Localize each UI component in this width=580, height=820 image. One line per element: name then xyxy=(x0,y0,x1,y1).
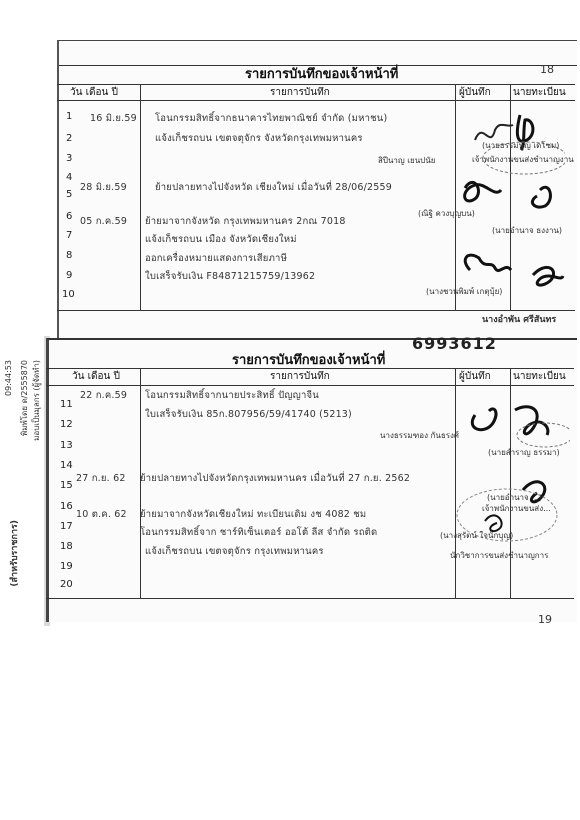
lower-header-bottom-line xyxy=(46,385,574,386)
lower-recorder-stamp-2: (นางสุรัตน์ ใจนักบุญ) xyxy=(440,531,514,540)
lower-page-number: 19 xyxy=(538,613,552,626)
lower-header-top-line xyxy=(46,368,574,369)
upper-header-top-line xyxy=(57,84,575,85)
upper-recorder-stamp-2: (ณิฐิ ควงบุญบน) xyxy=(418,209,475,218)
row-number: 14 xyxy=(60,460,73,471)
entry-line: ใบเสร็จรับเงิน F84871215759/13962 xyxy=(145,271,316,282)
row-number: 1 xyxy=(66,111,73,122)
row-number: 16 xyxy=(60,501,73,512)
lower-recorder-stamp-1: นางธรรมฑอง กันธรงศ์ xyxy=(380,431,459,440)
row-number: 2 xyxy=(66,133,73,144)
entry-line: ย้ายปลายทางไปจังหวัดกรุงเทพมหานคร เมื่อวันที่ 27 ก.ย. 2562 xyxy=(140,473,411,484)
upper-registrar-stamp-1a: (นายธรรมนูญ เดโซม) xyxy=(482,141,560,150)
entry-line: ใบเสร็จรับเงิน 85ก.807956/59/41740 (5213) xyxy=(145,409,352,420)
row-number: 18 xyxy=(60,541,73,552)
row-number: 12 xyxy=(60,419,73,430)
row-number: 20 xyxy=(60,579,73,590)
row-number: 5 xyxy=(66,189,73,200)
lower-registrar-stamp-1: (นายสำราญ ธรรมา) xyxy=(488,448,560,457)
upper-header-record: รายการบันทึก xyxy=(270,87,330,98)
upper-header-bottom-line xyxy=(57,100,575,101)
upper-header-date: วัน เดือน ปี xyxy=(70,87,118,98)
upper-registrar-stamp-3: นางอำพัน ศรีสันทร xyxy=(482,315,557,325)
entry-line: โอนกรรมสิทธิ์จากธนาคารไทยพาณิชย์ จำกัด (มหาชน) xyxy=(155,113,388,124)
row-number: 19 xyxy=(60,561,73,572)
entry-line: แจ้งเก็ชรถบน เมือง จังหวัดเชียงใหม่ xyxy=(145,234,297,245)
row-number: 13 xyxy=(60,440,73,451)
spine-print-info: พิมพ์โดย ด/2555870 xyxy=(20,360,29,437)
serial-fragment: 6993612 xyxy=(412,334,497,353)
entry-date: 10 ต.ค. 62 xyxy=(76,509,127,520)
upper-registrar-stamp-1b: เจ้าพนักงานขนส่งชำนาญงาน xyxy=(472,155,574,164)
entry-date: 27 ก.ย. 62 xyxy=(76,473,126,484)
upper-page-number: 18 xyxy=(540,63,554,76)
lower-header-record: รายการบันทึก xyxy=(270,371,330,382)
entry-line: โอนกรรมสิทธิ์จากนายประสิทธิ์ ปัญญาจีน xyxy=(145,390,319,401)
upper-col-divider xyxy=(140,84,141,310)
upper-top-band xyxy=(59,41,577,66)
upper-header-registrar: นายทะเบียน xyxy=(513,87,566,98)
upper-registrar-stamp-2: (นายอำนาจ ธงงาน) xyxy=(492,226,563,235)
spine-author: มอบเป็นมุลกร (ผู้จัดทำ) xyxy=(32,360,41,441)
lower-table-bottom-line xyxy=(46,598,574,599)
upper-recorder-stamp-3: (นางชวนพิมพ์ เกตุบุ้ย) xyxy=(426,287,503,296)
entry-line: ย้ายมาจากจังหวัด กรุงเทพมหานคร 2กณ 7018 xyxy=(145,216,346,227)
upper-recorder-stamp-1: สิปีนาญ เยนปนัย xyxy=(378,156,436,165)
entry-date: 22 ก.ค.59 xyxy=(80,390,128,401)
entry-date: 05 ก.ค.59 xyxy=(80,216,128,227)
row-number: 7 xyxy=(66,230,73,241)
row-number: 17 xyxy=(60,521,73,532)
upper-header-recorder: ผู้บันทึก xyxy=(459,87,491,98)
lower-registrar-stamp-2b: เจ้าพนักงานขนส่ง... xyxy=(482,504,551,513)
entry-line: ย้ายมาจากจังหวัดเชียงใหม่ ทะเบียนเดิม งช 4082 ชม xyxy=(140,509,367,520)
left-spine xyxy=(0,340,46,640)
row-number: 6 xyxy=(66,211,73,222)
row-number: 11 xyxy=(60,399,73,410)
lower-registrar-stamp-2a: (นายอำนาจ ...) xyxy=(487,493,543,502)
row-number: 10 xyxy=(62,289,75,300)
entry-line: แจ้งเก็ชรถบน เขตจตุจักร กรุงเทพมหานคร xyxy=(145,546,324,557)
entry-date: 28 มิ.ย.59 xyxy=(80,182,127,193)
lower-section-title: รายการบันทึกของเจ้าหน้าที่ xyxy=(232,353,386,368)
upper-table-bottom-line xyxy=(57,310,575,311)
lower-header-recorder: ผู้บันทึก xyxy=(459,371,491,382)
entry-date: 16 มิ.ย.59 xyxy=(90,113,137,124)
row-number: 3 xyxy=(66,153,73,164)
row-number: 4 xyxy=(66,172,73,183)
lower-registrar-stamp-2c: นักวิชาการขนส่งชำนาญการ xyxy=(450,551,549,560)
row-number: 9 xyxy=(66,270,73,281)
spine-time: 09:44:53 xyxy=(4,360,13,396)
entry-line: แจ้งเก็ชรถบน เขตจตุจักร จังหวัดกรุงเทพมหานคร xyxy=(155,133,363,144)
spine-official-use: (สำหรับราชการ) xyxy=(10,520,20,587)
entry-line: โอนกรรมสิทธิ์จาก ชาร์ทิเซ็นเตอร์ ออโต้ ลีส จำกัด รถติด xyxy=(140,527,378,538)
row-number: 15 xyxy=(60,480,73,491)
row-number: 8 xyxy=(66,250,73,261)
lower-header-registrar: นายทะเบียน xyxy=(513,371,566,382)
entry-line: ออกเครื่องหมายแสดงการเสียภาษี xyxy=(145,253,288,264)
entry-line: ย้ายปลายทางไปจังหวัด เชียงใหม่ เมื่อวันที่ 28/06/2559 xyxy=(155,182,393,193)
lower-header-date: วัน เดือน ปี xyxy=(72,371,120,382)
upper-section-title: รายการบันทึกของเจ้าหน้าที่ xyxy=(245,67,399,82)
